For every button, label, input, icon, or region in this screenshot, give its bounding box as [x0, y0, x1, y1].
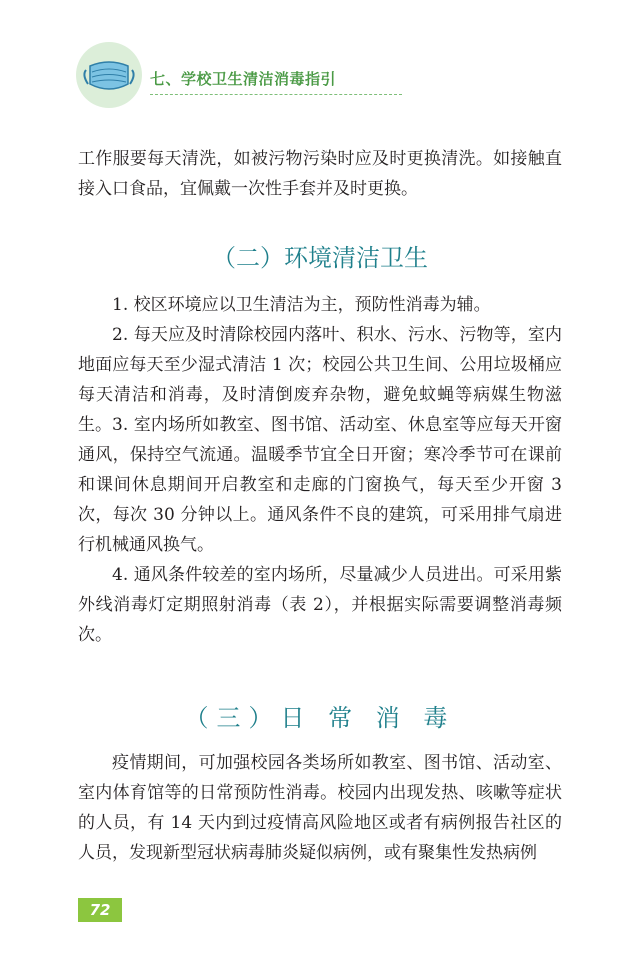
chapter-divider [150, 94, 402, 95]
chapter-title: 七、学校卫生清洁消毒指引 [150, 70, 337, 88]
chapter-header [76, 42, 376, 112]
list-item: 3. 室内场所如教室、图书馆、活动室、休息室等应每天开窗通风，保持空气流通。温暖季节宜全日开窗；寒冷季节可在课前和课间休息期间开启教室和走廊的门窗换气，每天至少开窗 3 次，每次 30 分钟以上。通风条件不良的建筑，可采用排气扇进行机械通风换气。 [78, 415, 562, 555]
list-item: 1. 校区环境应以卫生清洁为主，预防性消毒为辅。 [112, 295, 491, 315]
section-heading-daily-disinfection: （三）日 常 消 毒 [184, 704, 456, 732]
list-item: 4. 通风条件较差的室内场所，尽量减少人员进出。可采用紫外线消毒灯定期照射消毒（表 2），并根据实际需要调整消毒频次。 [78, 565, 562, 645]
page-number: 72 [78, 898, 122, 922]
list-item: 2. 每天应及时清除校园内落叶、积水、污水、污物等，室内地面应每天至少湿式清洁 1 次；校园公共卫生间、公用垃圾桶应每天清洁和消毒，及时清倒废弃杂物，避免蚊蝇等病媒生物滋生。 [78, 325, 562, 435]
face-mask-icon [76, 42, 142, 108]
body-paragraph: 疫情期间，可加强校园各类场所如教室、图书馆、活动室、室内体育馆等的日常预防性消毒。校园内出现发热、咳嗽等症状的人员，有 14 天内到过疫情高风险地区或者有病例报告社区的人员，发现新型冠状病毒肺炎疑似病例，或有聚集性发热病例 [78, 753, 562, 863]
section-heading-environment: （二）环境清洁卫生 [212, 244, 428, 272]
intro-paragraph: 工作服要每天清洗，如被污物污染时应及时更换清洗。如接触直接入口食品，宜佩戴一次性手套并及时更换。 [78, 149, 562, 199]
